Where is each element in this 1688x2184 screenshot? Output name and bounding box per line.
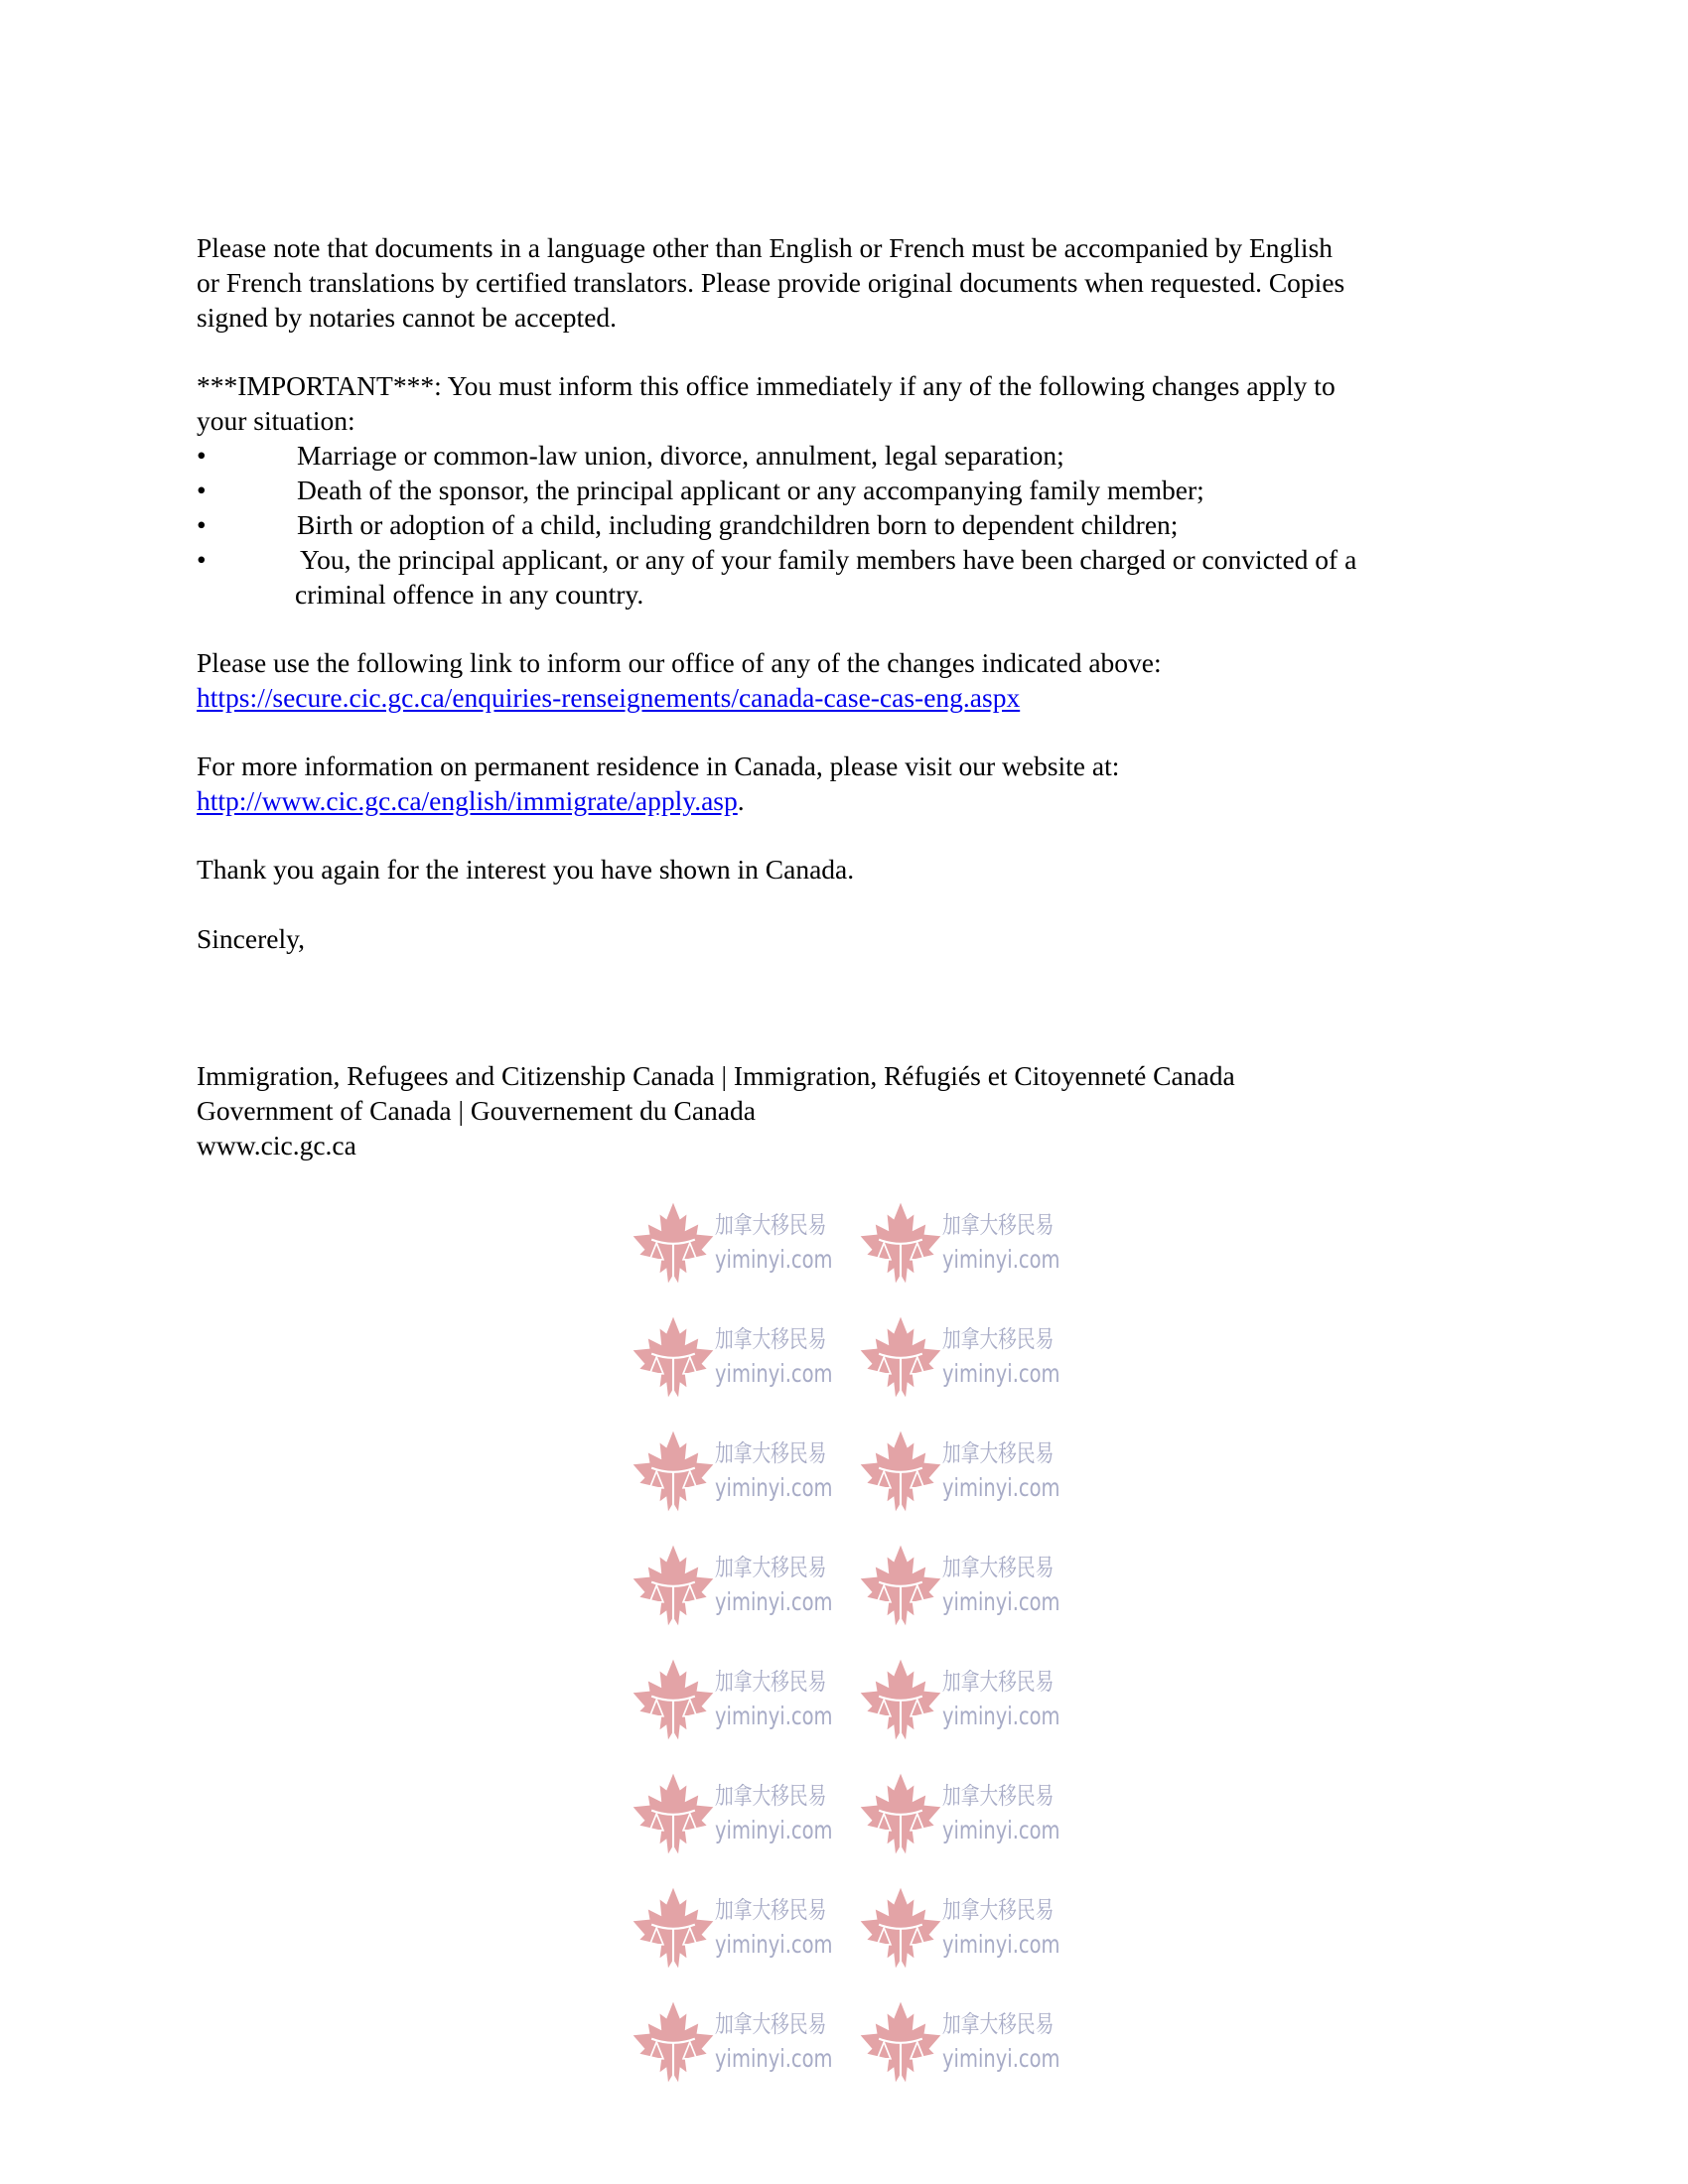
- translation-notice-line-1: Please note that documents in a language other than English or French must be accompanied by English: [197, 232, 1334, 263]
- important-notice-line-2: your situation:: [197, 405, 355, 436]
- info-link-intro: For more information on permanent residence in Canada, please visit our website at:: [197, 751, 1120, 781]
- watermark-chinese-text: 加拿大移民易: [715, 1325, 827, 1353]
- list-item: Death of the sponsor, the principal applicant or any accompanying family member;: [297, 475, 1204, 505]
- watermark-chinese-text: 加拿大移民易: [942, 2010, 1055, 2038]
- watermark-site-text: yiminyi.com: [715, 1359, 833, 1388]
- signature-government: Government of Canada | Gouvernement du Canada: [197, 1095, 756, 1126]
- info-link[interactable]: http://www.cic.gc.ca/english/immigrate/apply.asp: [197, 785, 738, 816]
- watermark-chinese-text: 加拿大移民易: [942, 1439, 1055, 1467]
- watermark-chinese-text: 加拿大移民易: [715, 1782, 827, 1810]
- watermark-chinese-text: 加拿大移民易: [715, 1211, 827, 1239]
- watermark-chinese-text: 加拿大移民易: [942, 1896, 1055, 1924]
- watermark-site-text: yiminyi.com: [942, 1359, 1060, 1388]
- important-notice-line-1: [197, 368, 1336, 403]
- watermark-chinese-text: 加拿大移民易: [715, 1668, 827, 1696]
- watermark-site-text: yiminyi.com: [942, 2044, 1060, 2073]
- watermark-site-text: yiminyi.com: [715, 1816, 833, 1844]
- bullet-icon: •: [197, 475, 207, 505]
- watermark-site-text: yiminyi.com: [715, 1245, 833, 1274]
- watermark-site-text: yiminyi.com: [942, 1816, 1060, 1844]
- bullet-icon: •: [197, 509, 207, 540]
- thank-you-line: Thank you again for the interest you have shown in Canada.: [197, 854, 855, 885]
- watermark-chinese-text: 加拿大移民易: [715, 2010, 827, 2038]
- translation-notice-line-2: or French translations by certified translators. Please provide original documents when requested. Copies: [197, 267, 1345, 298]
- watermark-chinese-text: 加拿大移民易: [715, 1554, 827, 1581]
- translation-notice-line-3: signed by notaries cannot be accepted.: [197, 302, 618, 333]
- watermark-chinese-text: 加拿大移民易: [715, 1896, 827, 1924]
- watermark-site-text: yiminyi.com: [715, 1702, 833, 1730]
- bullet-icon: •: [197, 544, 207, 575]
- watermark-chinese-text: 加拿大移民易: [715, 1439, 827, 1467]
- info-link-period: .: [737, 785, 745, 816]
- closing-salutation: Sincerely,: [197, 923, 305, 954]
- watermark-site-text: yiminyi.com: [715, 1473, 833, 1502]
- watermark-site-text: yiminyi.com: [715, 1930, 833, 1959]
- changes-link-intro: Please use the following link to inform our office of any of the changes indicated above:: [197, 647, 1162, 678]
- list-item: Marriage or common-law union, divorce, annulment, legal separation;: [297, 440, 1064, 471]
- signature-website: www.cic.gc.ca: [197, 1130, 356, 1160]
- list-item: Birth or adoption of a child, including grandchildren born to dependent children;: [297, 509, 1179, 540]
- info-link-line: [197, 783, 745, 818]
- list-item: You, the principal applicant, or any of your family members have been charged or convicted of a: [300, 544, 1357, 575]
- watermark-site-text: yiminyi.com: [942, 1245, 1060, 1274]
- watermark-site-text: yiminyi.com: [715, 1587, 833, 1616]
- watermark-site-text: yiminyi.com: [942, 1930, 1060, 1959]
- watermark-site-text: yiminyi.com: [715, 2044, 833, 2073]
- watermark-chinese-text: 加拿大移民易: [942, 1211, 1055, 1239]
- important-label: ***IMPORTANT***: [197, 370, 435, 401]
- watermark-site-text: yiminyi.com: [942, 1702, 1060, 1730]
- list-item-continuation: criminal offence in any country.: [295, 579, 644, 610]
- watermark-chinese-text: 加拿大移民易: [942, 1668, 1055, 1696]
- watermark-site-text: yiminyi.com: [942, 1473, 1060, 1502]
- watermark-chinese-text: 加拿大移民易: [942, 1782, 1055, 1810]
- watermark-site-text: yiminyi.com: [942, 1587, 1060, 1616]
- signature-department: Immigration, Refugees and Citizenship Canada | Immigration, Réfugiés et Citoyenneté Canada: [197, 1060, 1235, 1091]
- changes-link[interactable]: https://secure.cic.gc.ca/enquiries-renseignements/canada-case-cas-eng.aspx: [197, 682, 1021, 713]
- watermark-chinese-text: 加拿大移民易: [942, 1325, 1055, 1353]
- watermark-chinese-text: 加拿大移民易: [942, 1554, 1055, 1581]
- changes-link-line: [197, 680, 1020, 715]
- important-text: : You must inform this office immediately if any of the following changes apply to: [434, 370, 1336, 401]
- bullet-icon: •: [197, 440, 207, 471]
